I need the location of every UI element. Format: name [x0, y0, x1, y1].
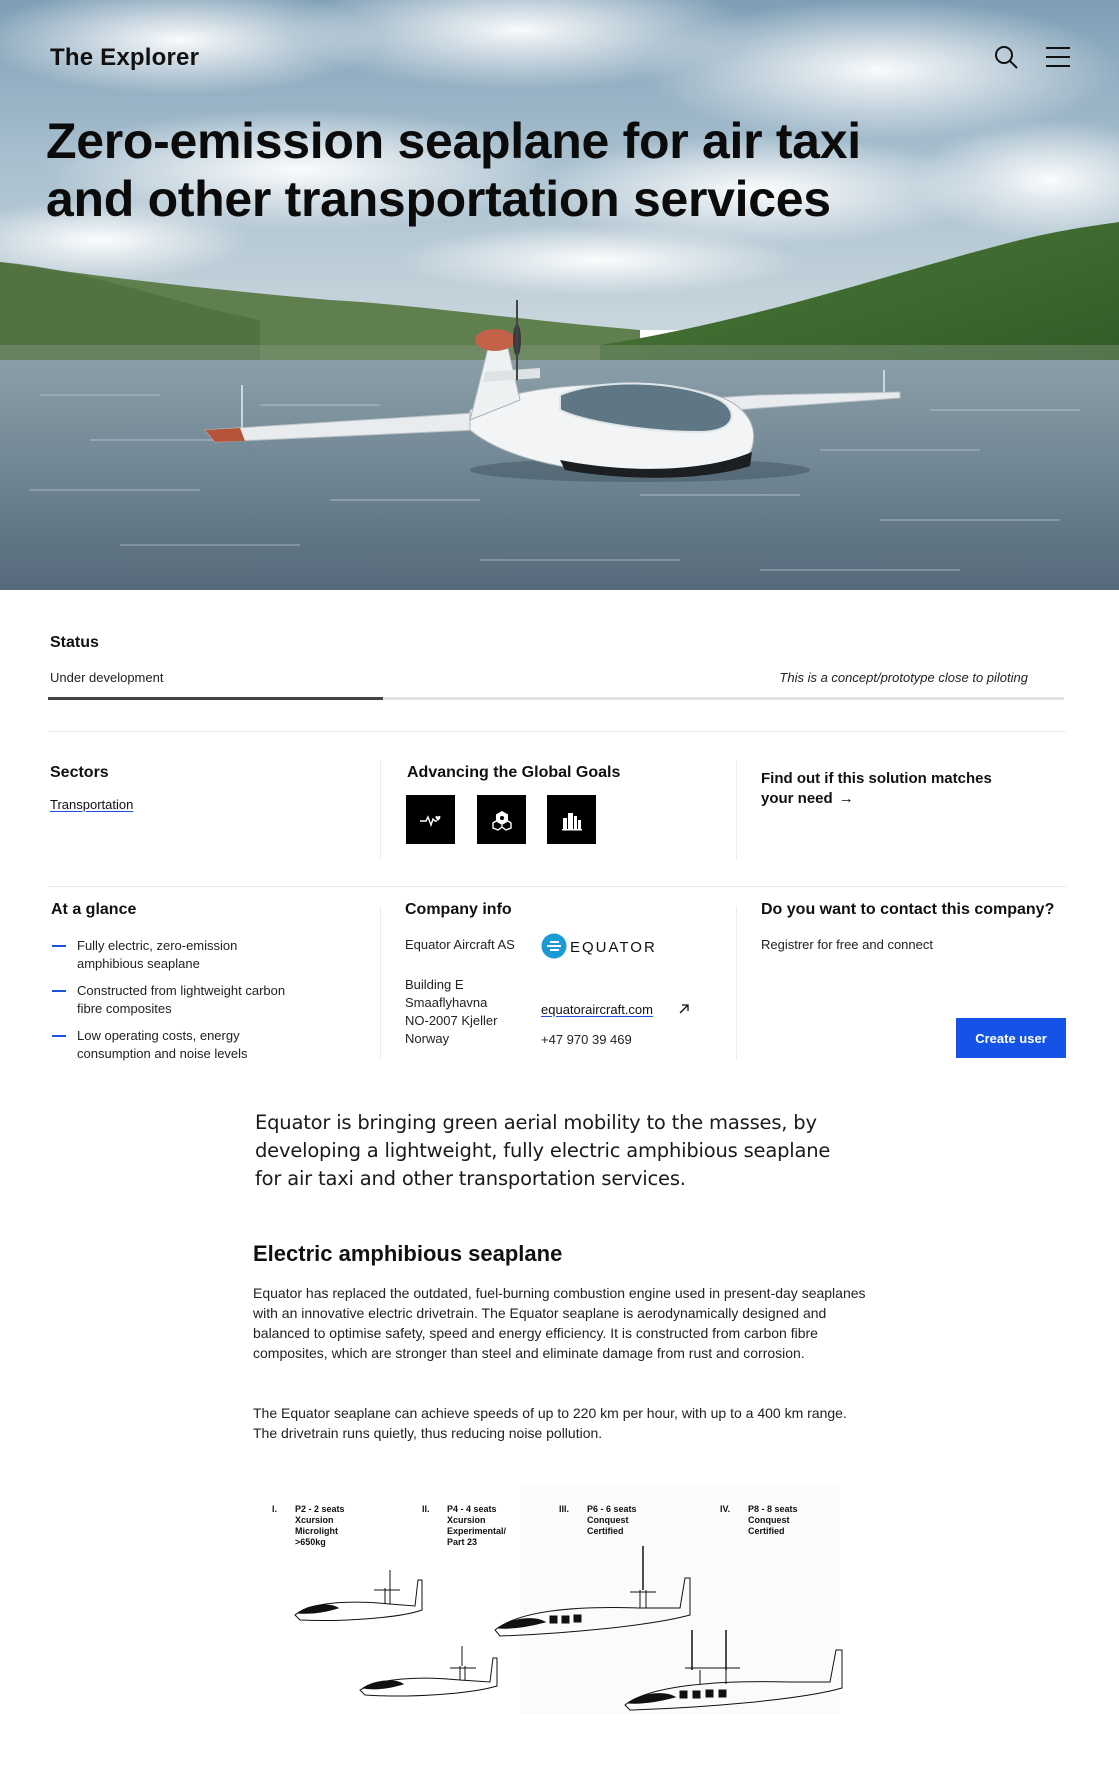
svg-text:Microlight: Microlight [295, 1526, 338, 1536]
address-line: Smaaflyhavna [405, 995, 488, 1010]
create-user-button[interactable]: Create user [956, 1018, 1066, 1058]
column-divider [736, 760, 737, 860]
svg-text:III.: III. [559, 1504, 570, 1514]
glance-item-line-2: fibre composites [77, 1001, 172, 1016]
global-goals-heading: Advancing the Global Goals [407, 764, 621, 781]
article-paragraph: Equator has replaced the outdated, fuel-burning combustion engine used in present-day seaplanes with an innovative electric drivetrain. The Equator seaplane is aerodynamically designed and balanced to optimise safety, speed and energy efficiency. It is constructed from carbon fibre composites, which are stronger than steel and eliminate damage from rust and corrosion. [253, 1285, 866, 1361]
page-title-line-1: Zero-emission seaplane for air taxi [46, 113, 861, 169]
svg-text:II.: II. [422, 1504, 430, 1514]
svg-text:P6 - 6 seats: P6 - 6 seats [587, 1504, 637, 1514]
hamburger-menu-icon[interactable] [1045, 46, 1071, 68]
glance-item [50, 1027, 350, 1063]
glance-item-line-1: Fully electric, zero-emission [77, 938, 238, 953]
contact-heading: Do you want to contact this company? [761, 901, 1055, 918]
seaplane-hero-image [0, 0, 1119, 590]
seaplane-p4-drawing [360, 1646, 497, 1696]
company-name: Equator Aircraft AS [405, 937, 515, 952]
status-progress-bar [48, 697, 1064, 700]
goal-health-badge[interactable] [406, 795, 455, 844]
goal-cities-badge[interactable] [547, 795, 596, 844]
arrow-right-icon: → [838, 790, 854, 807]
sectors-heading: Sectors [50, 764, 109, 781]
hero-banner [0, 0, 1119, 590]
company-website-link[interactable]: equatoraircraft.com [541, 1002, 653, 1017]
seaplane-models-diagram [250, 1480, 850, 1720]
external-link-icon[interactable] [678, 1003, 690, 1015]
svg-text:Xcursion: Xcursion [295, 1515, 334, 1525]
seaplane-p2-drawing [295, 1570, 422, 1621]
list-bullet-dash [52, 990, 66, 992]
column-divider [380, 760, 381, 860]
glance-item-line-2: amphibious seaplane [77, 956, 200, 971]
equator-logo-text: EQUATOR [570, 939, 657, 956]
model-caption-2 [422, 1504, 507, 1547]
address-line: Norway [405, 1031, 450, 1046]
contact-text: Registrer for free and connect [761, 937, 933, 952]
site-logo[interactable]: The Explorer [50, 44, 200, 71]
industry-innovation-icon [490, 808, 514, 832]
article-intro: Equator is bringing green aerial mobility to the masses, by developing a lightweight, fully electric amphibious seaplane for air taxi and other transportation services. [255, 1111, 831, 1190]
column-divider [736, 906, 737, 1060]
status-note: This is a concept/prototype close to piloting [779, 670, 1028, 685]
page-title [46, 112, 946, 228]
health-heartbeat-icon [419, 808, 443, 832]
status-progress-fill [48, 697, 383, 700]
equator-logo [541, 932, 671, 960]
svg-text:Xcursion: Xcursion [447, 1515, 486, 1525]
company-info-heading: Company info [405, 901, 512, 918]
status-value: Under development [50, 670, 164, 685]
glance-item [50, 982, 350, 1018]
address-line: Building E [405, 977, 464, 992]
goal-industry-badge[interactable] [477, 795, 526, 844]
model-caption-1 [272, 1504, 345, 1547]
find-out-link[interactable] [761, 769, 1021, 809]
svg-text:Part 23: Part 23 [447, 1537, 478, 1547]
article-heading: Electric amphibious seaplane [253, 1241, 563, 1266]
page-title-line-2: and other transportation services [46, 171, 831, 227]
svg-text:>650kg: >650kg [295, 1537, 326, 1547]
list-bullet-dash [52, 945, 66, 947]
svg-text:IV.: IV. [720, 1504, 731, 1514]
at-a-glance-heading: At a glance [51, 901, 137, 918]
svg-text:Conquest: Conquest [587, 1515, 629, 1525]
divider [48, 886, 1066, 887]
at-a-glance-list [50, 937, 350, 1072]
find-out-text-line-1: Find out if this solution matches [761, 770, 992, 787]
svg-text:P8 - 8 seats: P8 - 8 seats [748, 1504, 798, 1514]
glance-item-line-1: Low operating costs, energy [77, 1028, 240, 1043]
article-paragraph: The Equator seaplane can achieve speeds of up to 220 km per hour, with up to a 400 km range. The drivetrain runs quietly, thus reducing noise pollution. [253, 1405, 847, 1441]
svg-text:I.: I. [272, 1504, 278, 1514]
svg-text:Experimental/: Experimental/ [447, 1526, 507, 1536]
list-bullet-dash [52, 1035, 66, 1037]
svg-text:Certified: Certified [748, 1526, 785, 1536]
svg-text:Conquest: Conquest [748, 1515, 790, 1525]
sector-link-transportation[interactable]: Transportation [50, 797, 134, 812]
svg-text:P4 - 4 seats: P4 - 4 seats [447, 1504, 497, 1514]
find-out-text-line-2: your need [761, 790, 833, 807]
divider [48, 731, 1066, 732]
svg-text:P2 - 2 seats: P2 - 2 seats [295, 1504, 345, 1514]
glance-item-line-2: consumption and noise levels [77, 1046, 248, 1061]
glance-item-line-1: Constructed from lightweight carbon [77, 983, 286, 998]
company-phone: +47 970 39 469 [541, 1032, 632, 1047]
company-address [405, 976, 498, 1048]
address-line: NO-2007 Kjeller [405, 1013, 498, 1028]
sustainable-cities-icon [560, 808, 584, 832]
search-icon[interactable] [993, 44, 1019, 70]
glance-item [50, 937, 350, 973]
column-divider [380, 906, 381, 1060]
svg-text:Certified: Certified [587, 1526, 624, 1536]
status-heading: Status [50, 634, 99, 651]
